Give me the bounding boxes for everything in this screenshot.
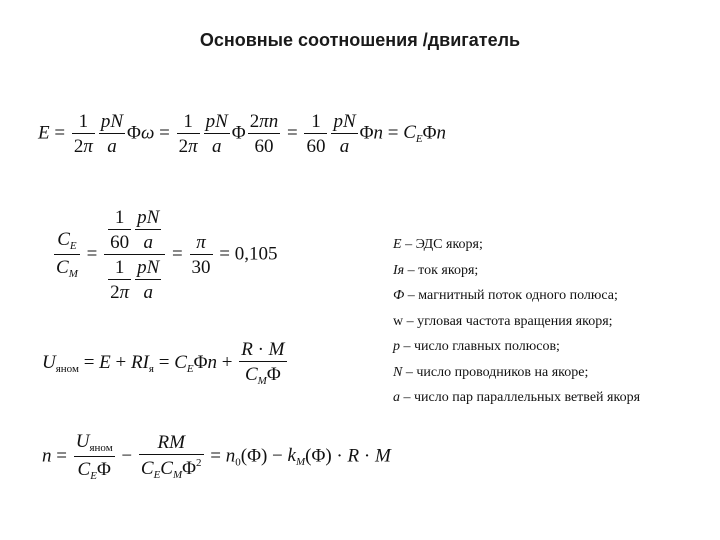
legend-item: w – угловая частота вращения якоря; <box>393 313 613 329</box>
page-title: Основные соотношения /двигатель <box>199 30 521 50</box>
symbol-legend <box>393 232 640 411</box>
legend-item: Iя – ток якоря; <box>393 262 479 278</box>
legend-item: N – число проводников на якоре; <box>393 364 589 380</box>
formula-ce-cm-ratio: $\frac{C_E}{C_M}$ = $\frac{1}{60}$ $\frac{pN}{a}$ $\frac{1}{2\pi}$ $\frac{pN}{a}$ = $\frac{\pi}{30}$ = 0,105 <box>56 207 278 303</box>
formula-voltage: $U_{яном} = E + RI_я = C_E\Phi n$ + $\frac{R \cdot M}{C_M\Phi}$ <box>42 339 285 387</box>
formula-emf: E = $\frac{1}{2\pi}$ $\frac{pN}{a}$ Φω = $\frac{1}{2\pi}$ $\frac{pN}{a}$ Φ $\frac{2\pi n}{60}$ = $\frac{1}{60}$ $\frac{pN}{a}$ $\Phi n = C_E\Phi n$ <box>38 111 447 157</box>
legend-item: р – число главных полюсов; <box>393 339 560 354</box>
legend-item: E – ЭДС якоря; <box>393 237 483 252</box>
legend-item: а – число пар параллельных ветвей якоря <box>393 390 641 405</box>
legend-item: Ф – магнитный поток одного полюса; <box>393 288 618 303</box>
formula-speed: n = $\frac{U_{яном}}{C_E\Phi}$ − $\frac{RM}{C_EC_M\Phi^2}$ = $n_0(\Phi) - k_M(\Phi) \cdot R \cdot M$ <box>42 431 391 482</box>
